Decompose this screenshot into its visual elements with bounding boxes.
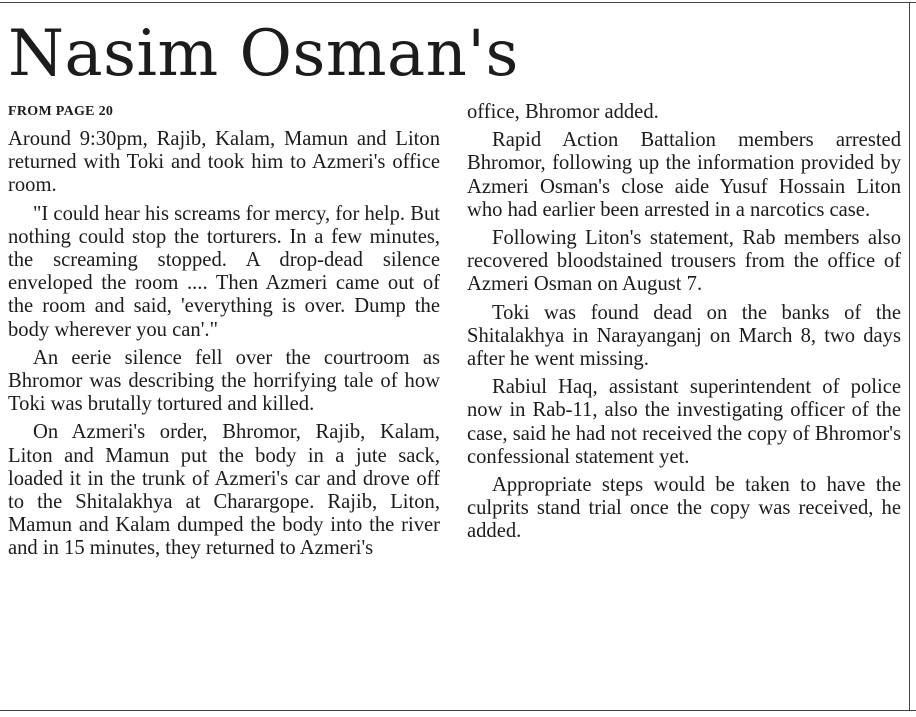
- paragraph: Following Liton's statement, Rab members also recovered bloodstained trousers from the office of Azmeri Osman on August 7.: [467, 227, 901, 296]
- paragraph: Toki was found dead on the banks of the Shitalakhya in Narayanganj on March 8, two days after he went missing.: [467, 301, 901, 371]
- paragraph: office, Bhromor added.: [467, 101, 659, 123]
- top-border-rule: [0, 2, 916, 3]
- continuation-kicker: FROM PAGE 20: [8, 104, 114, 119]
- paragraph: Around 9:30pm, Rajib, Kalam, Mamun and Liton returned with Toki and took him to Azmeri's office room.: [8, 128, 440, 197]
- paragraph: Appropriate steps would be taken to have the culprits stand trial once the copy was received, he added.: [467, 474, 901, 543]
- article-headline: Nasim Osman's: [8, 17, 519, 91]
- paragraph: On Azmeri's order, Bhromor, Rajib, Kalam, Liton and Mamun put the body in a jute sack, loaded it in the trunk of Azmeri's car and drove off to the Shitalakhya at Charargope. Rajib, Liton, Mamun and Kalam dumped the body into the river and in 15 minutes, they returned to Azmeri's: [8, 421, 440, 560]
- paragraph: An eerie silence fell over the courtroom as Bhromor was describing the horrifying tale of how Toki was brutally tortured and killed.: [8, 346, 440, 416]
- article-column-right: [467, 101, 901, 549]
- paragraph: Rabiul Haq, assistant superintendent of police now in Rab-11, also the investigating officer of the case, said he had not received the copy of Bhromor's confessional statement yet.: [467, 376, 901, 468]
- bottom-border-rule: [0, 710, 916, 711]
- paragraph: "I could hear his screams for mercy, for help. But nothing could stop the torturers. In a few minutes, the screaming stopped. A drop-dead silence enveloped the room .... Then Azmeri came out of the room and said, 'everything is over. Dump the body wherever you can'.": [8, 202, 440, 341]
- paragraph: Rapid Action Battalion members arrested Bhromor, following up the information provided by Azmeri Osman's close aide Yusuf Hossain Liton who had earlier been arrested in a narcotics case.: [467, 129, 901, 221]
- right-border-rule: [909, 2, 910, 710]
- article-column-left: [8, 101, 440, 566]
